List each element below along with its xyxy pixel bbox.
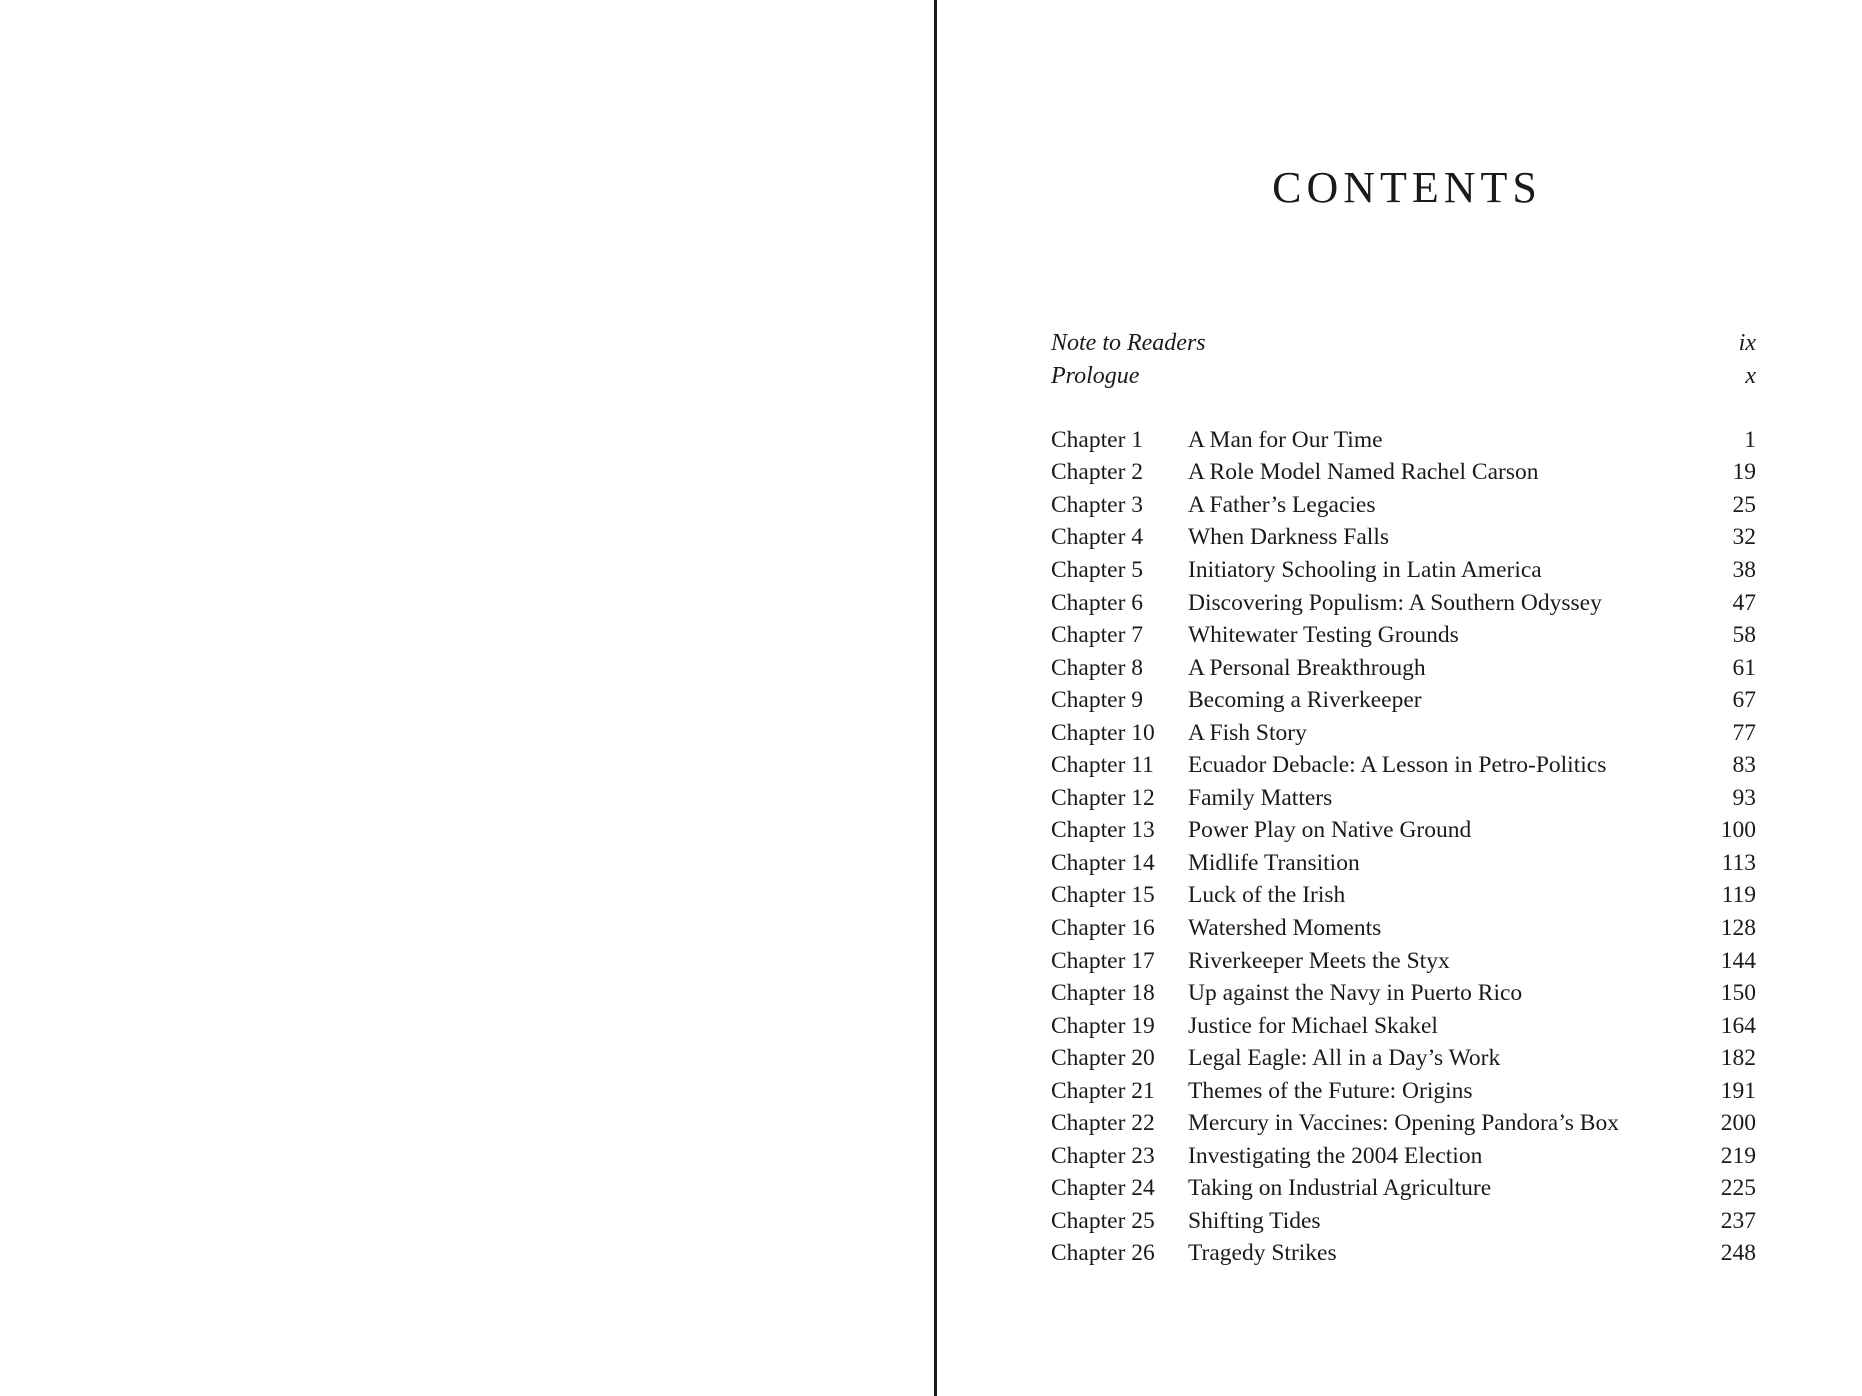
chapter-entry (1051, 1205, 1756, 1238)
chapter-page-number: 1 (1744, 426, 1756, 453)
chapter-title: Mercury in Vaccines: Opening Pandora’s Box (1188, 1110, 1619, 1137)
chapter-title: Luck of the Irish (1188, 882, 1346, 909)
chapter-page-number: 47 (1732, 589, 1756, 616)
chapter-label: Chapter 22 (1051, 1110, 1155, 1137)
chapter-entry (1051, 847, 1756, 880)
chapter-title: Ecuador Debacle: A Lesson in Petro-Politics (1188, 752, 1607, 779)
chapter-entry (1051, 587, 1756, 620)
chapter-title: Discovering Populism: A Southern Odyssey (1188, 589, 1602, 616)
chapter-label: Chapter 7 (1051, 622, 1144, 649)
chapter-label: Chapter 6 (1051, 589, 1144, 616)
chapter-label: Chapter 10 (1051, 719, 1155, 746)
chapter-entry (1051, 554, 1756, 587)
chapter-entry (1051, 1173, 1756, 1206)
chapter-page-number: 113 (1721, 849, 1756, 876)
chapter-label: Chapter 3 (1051, 491, 1144, 518)
chapter-entry (1051, 1238, 1756, 1271)
chapter-label: Chapter 21 (1051, 1077, 1155, 1104)
chapter-title: When Darkness Falls (1188, 524, 1390, 551)
chapter-label: Chapter 12 (1051, 784, 1155, 811)
chapter-label: Chapter 25 (1051, 1207, 1155, 1234)
chapter-title: Legal Eagle: All in a Day’s Work (1188, 1045, 1501, 1072)
chapter-page-number: 93 (1732, 784, 1756, 811)
chapter-entry (1051, 1042, 1756, 1075)
chapter-page-number: 25 (1732, 491, 1756, 518)
chapter-list (1051, 424, 1756, 1270)
chapter-title: Shifting Tides (1188, 1207, 1321, 1234)
chapter-entry (1051, 619, 1756, 652)
chapter-entry (1051, 1075, 1756, 1108)
chapter-label: Chapter 18 (1051, 980, 1155, 1007)
chapter-title: Investigating the 2004 Election (1188, 1142, 1483, 1169)
front-matter-title: Prologue (1051, 363, 1140, 389)
chapter-entry (1051, 424, 1756, 457)
chapter-entry (1051, 489, 1756, 522)
chapter-title: Initiatory Schooling in Latin America (1188, 556, 1542, 583)
chapter-title: Power Play on Native Ground (1188, 817, 1472, 844)
chapter-label: Chapter 17 (1051, 947, 1155, 974)
chapter-label: Chapter 2 (1051, 459, 1144, 486)
chapter-entry (1051, 652, 1756, 685)
chapter-label: Chapter 20 (1051, 1045, 1155, 1072)
front-matter-entry (1051, 327, 1756, 360)
chapter-page-number: 150 (1720, 980, 1756, 1007)
chapter-page-number: 225 (1720, 1175, 1756, 1202)
chapter-label: Chapter 9 (1051, 687, 1144, 714)
chapter-title: Up against the Navy in Puerto Rico (1188, 980, 1523, 1007)
chapter-entry (1051, 977, 1756, 1010)
chapter-page-number: 58 (1732, 622, 1756, 649)
chapter-entry (1051, 717, 1756, 750)
chapter-page-number: 164 (1720, 1012, 1756, 1039)
chapter-page-number: 32 (1732, 524, 1756, 551)
chapter-page-number: 200 (1720, 1110, 1756, 1137)
chapter-title: Watershed Moments (1188, 914, 1382, 941)
chapter-entry (1051, 815, 1756, 848)
chapter-title: A Role Model Named Rachel Carson (1188, 459, 1539, 486)
chapter-page-number: 128 (1720, 914, 1756, 941)
page-title: CONTENTS (1272, 163, 1542, 212)
chapter-page-number: 19 (1732, 459, 1756, 486)
chapter-entry (1051, 782, 1756, 815)
chapter-label: Chapter 5 (1051, 556, 1144, 583)
chapter-entry (1051, 1140, 1756, 1173)
chapter-entry (1051, 945, 1756, 978)
chapter-page-number: 144 (1720, 947, 1756, 974)
chapter-title: A Man for Our Time (1188, 426, 1383, 453)
chapter-page-number: 248 (1720, 1240, 1756, 1267)
chapter-page-number: 100 (1720, 817, 1756, 844)
chapter-entry (1051, 1107, 1756, 1140)
chapter-label: Chapter 8 (1051, 654, 1144, 681)
chapter-label: Chapter 13 (1051, 817, 1155, 844)
chapter-title: Themes of the Future: Origins (1188, 1077, 1473, 1104)
chapter-label: Chapter 16 (1051, 914, 1155, 941)
chapter-title: Justice for Michael Skakel (1188, 1012, 1438, 1039)
front-matter-page: ix (1738, 330, 1756, 356)
chapter-page-number: 237 (1720, 1207, 1756, 1234)
chapter-title: A Father’s Legacies (1188, 491, 1376, 518)
chapter-page-number: 219 (1720, 1142, 1756, 1169)
chapter-page-number: 119 (1721, 882, 1756, 909)
chapter-page-number: 182 (1720, 1045, 1756, 1072)
chapter-entry (1051, 749, 1756, 782)
chapter-entry (1051, 880, 1756, 913)
chapter-page-number: 77 (1732, 719, 1756, 746)
front-matter-list (1051, 327, 1756, 393)
chapter-title: A Personal Breakthrough (1188, 654, 1426, 681)
chapter-page-number: 83 (1732, 752, 1756, 779)
chapter-label: Chapter 26 (1051, 1240, 1155, 1267)
chapter-title: Riverkeeper Meets the Styx (1188, 947, 1450, 974)
front-matter-entry (1051, 360, 1756, 393)
chapter-entry (1051, 912, 1756, 945)
chapter-page-number: 191 (1720, 1077, 1756, 1104)
chapter-page-number: 61 (1732, 654, 1756, 681)
chapter-label: Chapter 1 (1051, 426, 1144, 453)
chapter-label: Chapter 14 (1051, 849, 1155, 876)
chapter-label: Chapter 11 (1051, 752, 1154, 779)
chapter-title: Whitewater Testing Grounds (1188, 622, 1459, 649)
front-matter-title: Note to Readers (1051, 330, 1206, 356)
chapter-label: Chapter 23 (1051, 1142, 1155, 1169)
chapter-label: Chapter 24 (1051, 1175, 1155, 1202)
chapter-entry (1051, 522, 1756, 555)
chapter-entry (1051, 684, 1756, 717)
chapter-title: A Fish Story (1188, 719, 1307, 746)
chapter-label: Chapter 19 (1051, 1012, 1155, 1039)
chapter-page-number: 38 (1732, 556, 1756, 583)
chapter-title: Becoming a Riverkeeper (1188, 687, 1422, 714)
chapter-page-number: 67 (1732, 687, 1756, 714)
chapter-entry (1051, 457, 1756, 490)
chapter-title: Tragedy Strikes (1188, 1240, 1337, 1267)
chapter-title: Family Matters (1188, 784, 1333, 811)
chapter-entry (1051, 1010, 1756, 1043)
front-matter-page: x (1745, 363, 1756, 389)
chapter-label: Chapter 15 (1051, 882, 1155, 909)
chapter-title: Taking on Industrial Agriculture (1188, 1175, 1492, 1202)
chapter-label: Chapter 4 (1051, 524, 1144, 551)
chapter-title: Midlife Transition (1188, 849, 1360, 876)
